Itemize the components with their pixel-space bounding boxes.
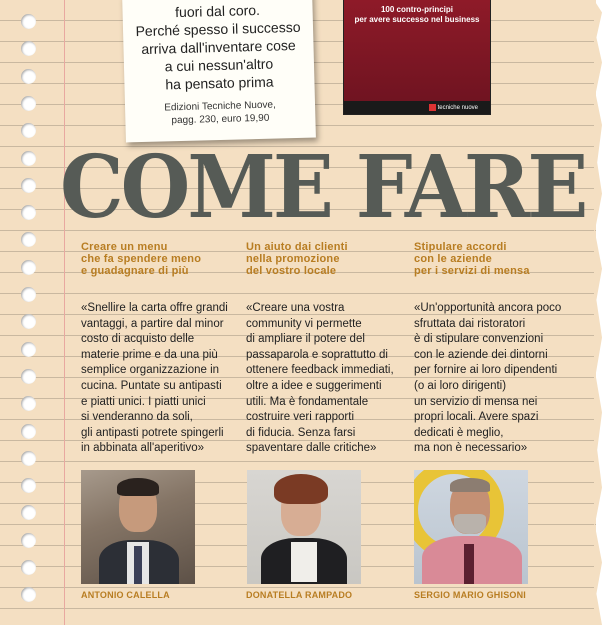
portrait-donatella-rampado bbox=[247, 470, 361, 584]
note-line: arriva dall'inventare cose bbox=[141, 36, 296, 58]
name-caption: ANTONIO CALELLA bbox=[81, 590, 170, 600]
book-review-note bbox=[122, 0, 316, 142]
binder-hole bbox=[21, 178, 36, 193]
column-agreements bbox=[414, 241, 582, 457]
portrait-collar bbox=[291, 542, 317, 582]
quote-line: e piatti unici. I piatti unici bbox=[81, 395, 206, 408]
column-clients bbox=[246, 241, 414, 457]
quote-line: gli antipasti potrete spingerli bbox=[81, 426, 224, 439]
column-title-line: con le aziende bbox=[414, 253, 492, 265]
pages-price: pagg. 230, euro 19,90 bbox=[171, 112, 270, 127]
column-title-line: e guadagnare di più bbox=[81, 265, 189, 277]
portrait-hair bbox=[117, 478, 159, 496]
binder-hole bbox=[21, 151, 36, 166]
note-line: Perché spesso il successo bbox=[135, 18, 301, 40]
book-subtitle-line: 100 contro-principi bbox=[380, 5, 453, 14]
binder-hole bbox=[21, 369, 36, 384]
note-line: a cui nessun'altro bbox=[164, 55, 274, 75]
quote-line: materie prime e da una più bbox=[81, 348, 218, 361]
quote-line: oltre a idee e suggerimenti bbox=[246, 379, 382, 392]
quote-line: cucina. Puntate su antipasti bbox=[81, 379, 222, 392]
column-title-line: Un aiuto dai clienti bbox=[246, 241, 348, 253]
column-title bbox=[81, 241, 249, 277]
name-caption: SERGIO MARIO GHISONI bbox=[414, 590, 527, 600]
quote-line: un servizio di mensa nei bbox=[414, 395, 538, 408]
binder-hole bbox=[21, 287, 36, 302]
note-line: ha pensato prima bbox=[165, 73, 274, 93]
torn-paper-edge bbox=[594, 0, 602, 625]
binder-hole bbox=[21, 478, 36, 493]
binder-hole bbox=[21, 560, 36, 575]
column-quote bbox=[414, 301, 582, 457]
quote-line: propri locali. Avere spazi bbox=[414, 411, 539, 424]
column-quote bbox=[246, 301, 414, 457]
column-title-line: Creare un menu bbox=[81, 241, 168, 253]
binder-hole bbox=[21, 342, 36, 357]
binder-hole bbox=[21, 533, 36, 548]
column-title-line: per i servizi di mensa bbox=[414, 265, 530, 277]
binder-hole bbox=[21, 260, 36, 275]
quote-line: «Creare una vostra bbox=[246, 302, 345, 314]
binder-hole bbox=[21, 69, 36, 84]
quote-line: ottenere feedback immediati, bbox=[246, 364, 394, 377]
column-title bbox=[246, 241, 414, 277]
column-quote bbox=[81, 301, 249, 457]
quote-line: ma non è necessario» bbox=[414, 442, 528, 455]
quote-line: semplice organizzazione in bbox=[81, 364, 220, 377]
book-details bbox=[125, 98, 316, 129]
quote-line: vantaggi, a partire dal minor bbox=[81, 317, 224, 330]
column-title bbox=[414, 241, 582, 277]
quote-line: costruire veri rapporti bbox=[246, 411, 355, 424]
binder-hole bbox=[21, 424, 36, 439]
quote-line: sfruttata dai ristoratori bbox=[414, 317, 526, 330]
quote-line: «Snellire la carta offre grandi bbox=[81, 302, 228, 314]
binder-hole bbox=[21, 96, 36, 111]
book-cover bbox=[344, 0, 490, 114]
quote-line: è di stipulare convenzioni bbox=[414, 333, 544, 346]
quote-line: costo di acquisto delle bbox=[81, 333, 195, 346]
column-title-line: nella promozione bbox=[246, 253, 340, 265]
quote-line: di fiducia. Senza farsi bbox=[246, 426, 356, 439]
portrait-sergio-mario-ghisoni bbox=[414, 470, 528, 584]
quote-line: passaparola e soprattutto di bbox=[246, 348, 388, 361]
column-title-line: del vostro locale bbox=[246, 265, 337, 277]
portrait-tie bbox=[134, 546, 142, 584]
margin-line bbox=[64, 0, 65, 625]
publisher-logo-icon bbox=[429, 104, 436, 111]
quote-line: si venderanno da soli, bbox=[81, 411, 193, 424]
quote-line: con le aziende dei dintorni bbox=[414, 348, 548, 361]
publisher: Edizioni Tecniche Nuove, bbox=[164, 99, 276, 114]
binder-hole bbox=[21, 205, 36, 220]
binder-hole bbox=[21, 451, 36, 466]
quote-line: per fornire ai loro dipendenti bbox=[414, 364, 558, 377]
note-line: fuori dal coro. bbox=[174, 1, 261, 21]
publisher-logo bbox=[429, 104, 478, 112]
quote-line: community vi permette bbox=[246, 317, 362, 330]
book-subtitle-line: per avere successo nel business bbox=[354, 15, 480, 24]
portrait-hair bbox=[274, 474, 328, 504]
book-subtitle bbox=[344, 5, 490, 25]
quote-line: spaventare dalle critiche» bbox=[246, 442, 377, 455]
note-text bbox=[122, 0, 314, 94]
name-caption: DONATELLA RAMPADO bbox=[246, 590, 353, 600]
headline: COME FARE bbox=[60, 136, 586, 238]
column-title-line: Stipulare accordi bbox=[414, 241, 507, 253]
portrait-tie bbox=[464, 544, 474, 584]
portrait-antonio-calella bbox=[81, 470, 195, 584]
quote-line: utili. Ma è fondamentale bbox=[246, 395, 369, 408]
binder-hole bbox=[21, 14, 36, 29]
quote-line: di ampliare il potere del bbox=[246, 333, 365, 346]
column-title-line: che fa spendere meno bbox=[81, 253, 202, 265]
quote-line: in abbinata all'aperitivo» bbox=[81, 442, 205, 455]
publisher-logo-text: tecniche nuove bbox=[437, 105, 478, 111]
quote-line: (o ai loro dirigenti) bbox=[414, 379, 507, 392]
portrait-beard bbox=[454, 514, 486, 534]
quote-line: «Un'opportunità ancora poco bbox=[414, 302, 562, 314]
portrait-hair bbox=[450, 478, 490, 492]
quote-line: dedicati è meglio, bbox=[414, 426, 504, 439]
column-menu bbox=[81, 241, 249, 457]
